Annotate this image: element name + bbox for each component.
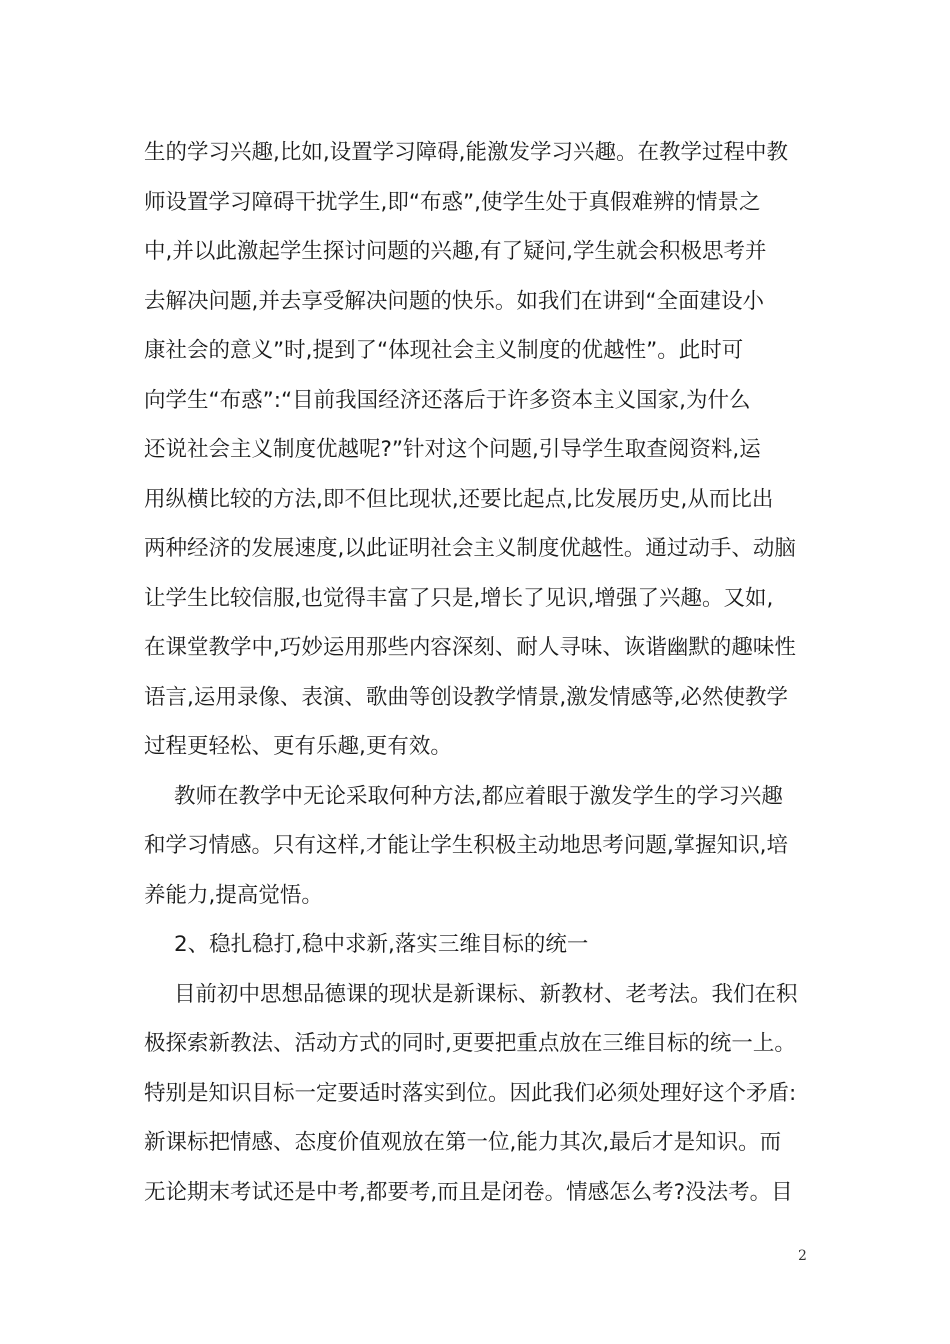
text-line: 康社会的意义”时,提到了“体现社会主义制度的优越性”。此时可: [144, 338, 744, 363]
text-line: 用纵横比较的方法,即不但比现状,还要比起点,比发展历史,从而比出: [144, 486, 774, 512]
text-line: 还说社会主义制度优越呢?”针对这个问题,引导学生取查阅资料,运: [144, 437, 761, 462]
text-line: 师设置学习障碍干扰学生,即“布惑”,使学生处于真假难辨的情景之: [144, 189, 761, 215]
text-line: 在课堂教学中,巧妙运用那些内容深刻、耐人寻味、诙谐幽默的趣味性: [144, 635, 796, 660]
document-body: [144, 128, 808, 1217]
paragraph-first-line: 目前初中思想品德课的现状是新课标、新教材、老考法。我们在积: [174, 981, 798, 1007]
section-heading: 2、稳扎稳打,稳中求新,落实三维目标的统一: [174, 932, 589, 957]
text-line: 中,并以此激起学生探讨问题的兴趣,有了疑问,学生就会积极思考并: [144, 239, 767, 264]
text-line: 向学生“布惑”:“目前我国经济还落后于许多资本主义国家,为什么: [144, 387, 751, 413]
page-number: 2: [798, 1248, 807, 1264]
paragraph-first-line: 教师在教学中无论采取何种方法,都应着眼于激发学生的学习兴趣: [174, 783, 783, 809]
text-line: 养能力,提高觉悟。: [144, 882, 323, 908]
text-line: 和学习情感。只有这样,才能让学生积极主动地思考问题,掌握知识,培: [144, 833, 789, 858]
text-line: 极探索新教法、活动方式的同时,更要把重点放在三维目标的统一上。: [144, 1031, 796, 1056]
text-line: 特别是知识目标一定要适时落实到位。因此我们必须处理好这个矛盾:: [144, 1080, 797, 1106]
text-line: 两种经济的发展速度,以此证明社会主义制度优越性。通过动手、动脑: [144, 536, 796, 561]
text-line: 让学生比较信服,也觉得丰富了只是,增长了见识,增强了兴趣。又如,: [144, 585, 774, 611]
text-line: 新课标把情感、态度价值观放在第一位,能力其次,最后才是知识。而: [144, 1130, 782, 1155]
text-line: 过程更轻松、更有乐趣,更有效。: [144, 734, 452, 759]
text-line: 去解决问题,并去享受解决问题的快乐。如我们在讲到“全面建设小: [144, 288, 764, 314]
text-line: 生的学习兴趣,比如,设置学习障碍,能激发学习兴趣。在教学过程中教: [144, 140, 789, 165]
text-line: 语言,运用录像、表演、歌曲等创设教学情景,激发情感等,必然使教学: [144, 684, 789, 710]
text-line: 无论期末考试还是中考,都要考,而且是闭卷。情感怎么考?没法考。目: [144, 1179, 793, 1205]
